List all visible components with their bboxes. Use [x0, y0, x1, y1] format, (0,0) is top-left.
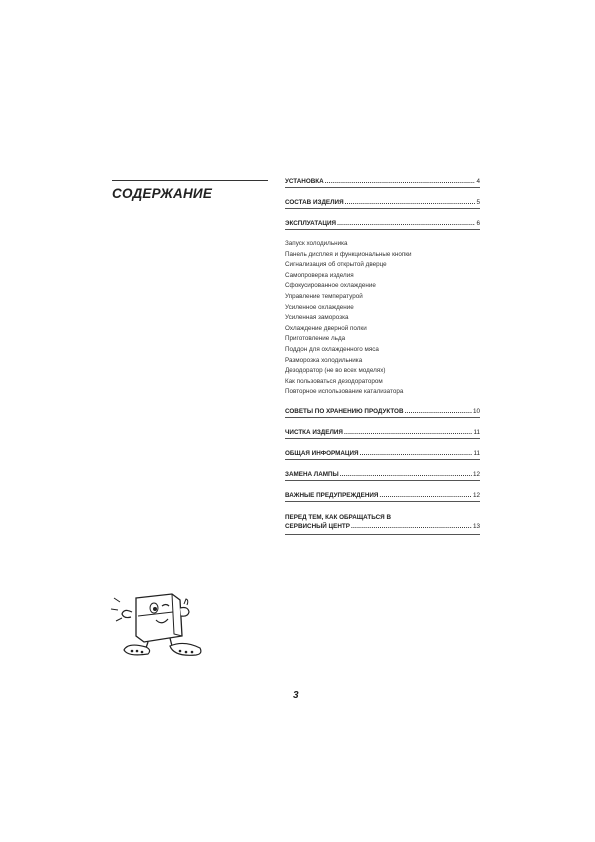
page-number: 3 — [293, 690, 299, 701]
divider — [285, 534, 480, 535]
divider — [285, 501, 480, 502]
subsection-list — [285, 239, 480, 398]
list-item: Управление температурой — [285, 292, 363, 300]
list-item: Запуск холодильника — [285, 240, 348, 247]
list-item: Разморозка холодильника — [285, 356, 363, 364]
list-item: Усиленная заморозка — [285, 314, 349, 322]
toc-entry-label: ПЕРЕД ТЕМ, КАК ОБРАЩАТЬСЯ В — [285, 513, 391, 521]
toc-entry-label: ЭКСПЛУАТАЦИЯ — [285, 220, 337, 227]
divider — [285, 208, 480, 209]
toc-entry — [285, 220, 480, 230]
list-item: Повторное использование катализатора — [285, 388, 404, 396]
divider — [285, 438, 480, 439]
list-item: Приготовление льда — [285, 335, 346, 343]
toc-entry-page: 5 — [476, 199, 480, 206]
toc-entry-label: ВАЖНЫЕ ПРЕДУПРЕЖДЕНИЯ — [285, 491, 379, 499]
divider — [285, 417, 480, 418]
toc-entry-page: 12 — [472, 470, 480, 478]
toc-entry-page: 6 — [476, 220, 480, 227]
toc-entry-label: УСТАНОВКА — [285, 178, 324, 185]
toc-entry — [285, 492, 480, 502]
toc-entry — [285, 513, 480, 535]
list-item: Сигнализация об открытой дверце — [285, 261, 387, 269]
toc-entry-label-cont: СЕРВИСНЫЙ ЦЕНТР — [285, 523, 350, 531]
toc-entry-label: СОСТАВ ИЗДЕЛИЯ — [285, 199, 344, 206]
toc-entry-page: 11 — [473, 428, 480, 436]
divider — [285, 480, 480, 481]
refrigerator-mascot-icon — [110, 590, 210, 660]
list-item: Панель дисплея и функциональные кнопки — [285, 250, 412, 258]
toc-entry-label: СОВЕТЫ ПО ХРАНЕНИЮ ПРОДУКТОВ — [285, 407, 404, 415]
toc-entry — [285, 429, 480, 439]
toc-entry — [285, 471, 480, 481]
toc-entry-page: 10 — [472, 407, 480, 415]
list-item: Дезодоратор (не во всех моделях) — [285, 367, 386, 375]
toc-entry-page: 4 — [476, 178, 480, 185]
divider — [285, 459, 480, 460]
list-item: Сфокусированное охлаждение — [285, 282, 376, 290]
toc-entry — [285, 450, 480, 460]
toc-entry-page: 12 — [472, 491, 480, 499]
list-item: Как пользоваться дезодоратором — [285, 377, 383, 385]
table-of-contents — [285, 178, 480, 535]
toc-entry — [285, 178, 480, 188]
title-rule — [112, 180, 268, 181]
toc-entry — [285, 408, 480, 418]
toc-entry-label: ЗАМЕНА ЛАМПЫ — [285, 470, 339, 478]
page-title: СОДЕРЖАНИЕ — [112, 186, 213, 201]
list-item: Охлаждение дверной полки — [285, 324, 367, 332]
toc-entry-page: 13 — [472, 523, 480, 531]
toc-entry — [285, 199, 480, 209]
toc-entry-label: ЧИСТКА ИЗДЕЛИЯ — [285, 428, 343, 436]
toc-entry-page: 11 — [473, 449, 480, 457]
list-item: Поддон для охлажденного мяса — [285, 345, 379, 353]
list-item: Самопроверка изделия — [285, 271, 354, 279]
list-item: Усиленное охлаждение — [285, 303, 354, 311]
toc-entry-label: ОБЩАЯ ИНФОРМАЦИЯ — [285, 449, 359, 457]
divider — [285, 187, 480, 188]
divider — [285, 229, 480, 230]
